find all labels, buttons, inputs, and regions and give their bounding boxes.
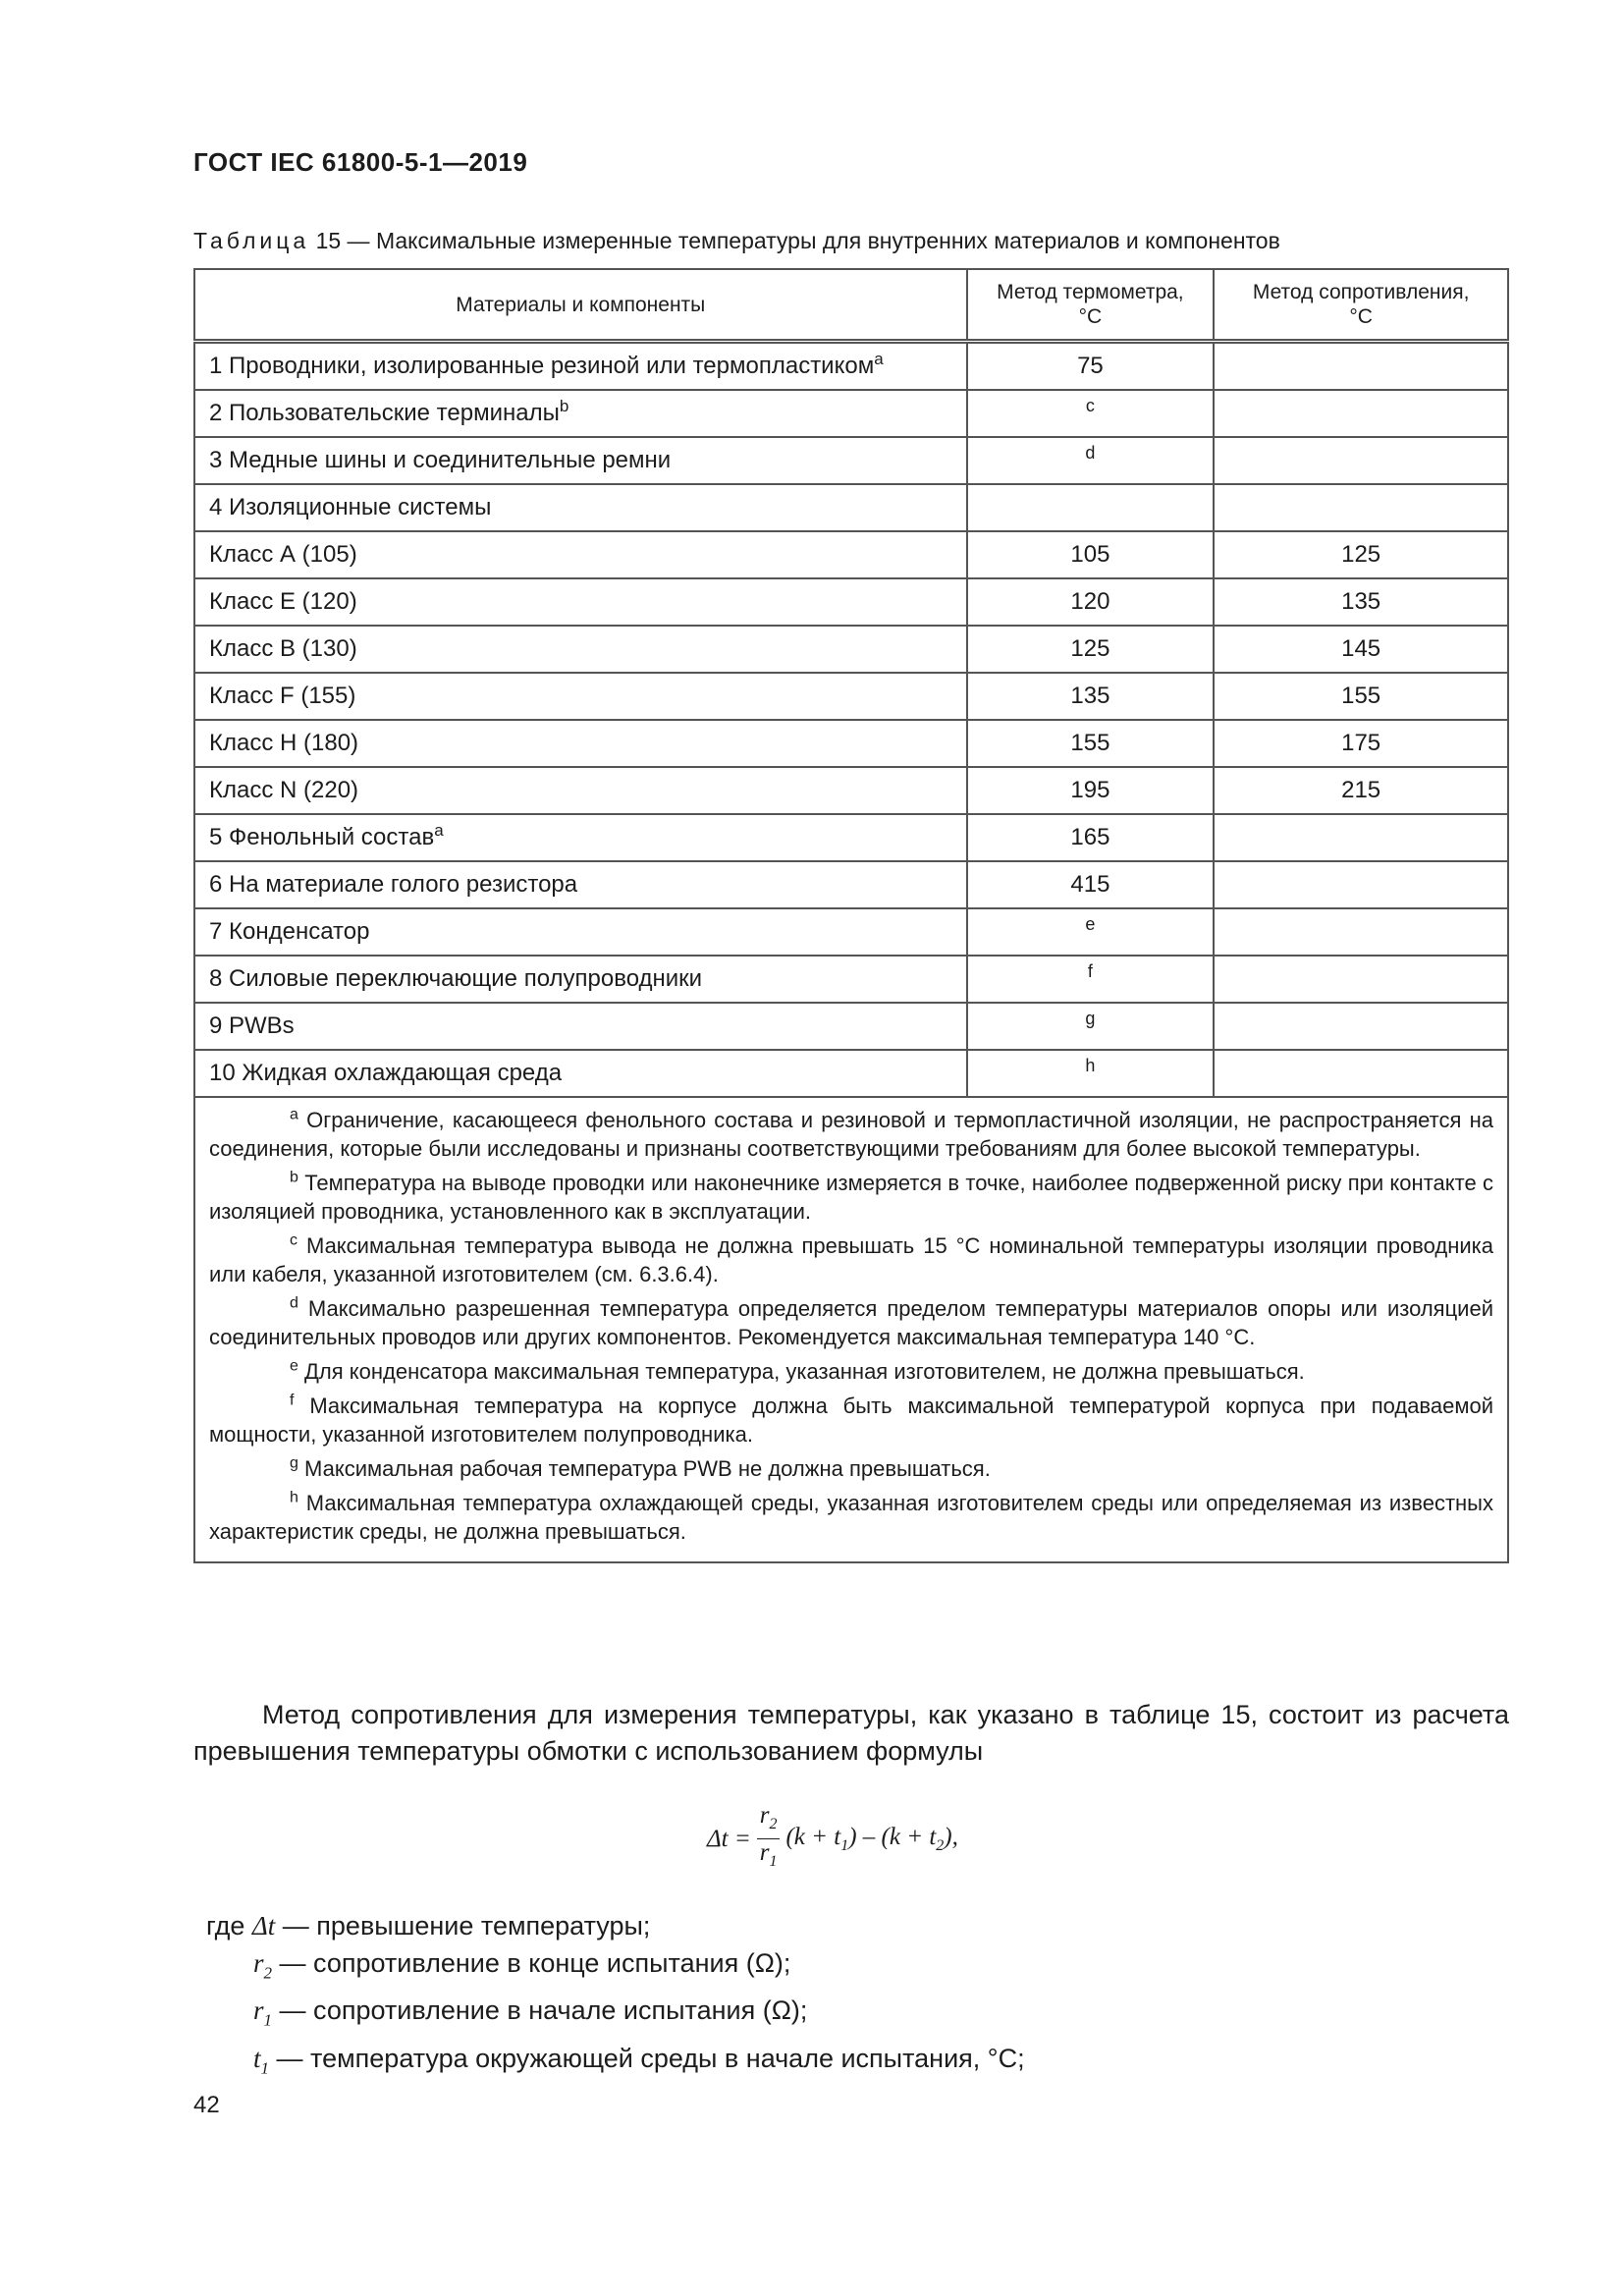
thermometer-value: e	[967, 908, 1215, 956]
table-row	[194, 720, 1508, 767]
footnote	[209, 1169, 1493, 1226]
footnote-mark: b	[290, 1169, 298, 1186]
body-paragraph: Метод сопротивления для измерения температуры, как указано в таблице 15, состоит из расчета превышения температуры обмотки с использованием формулы	[193, 1700, 1509, 1766]
table-caption-text: 15 — Максимальные измеренные температуры для внутренних материалов и компонентов	[315, 228, 1280, 253]
footnote	[209, 1489, 1493, 1546]
material-cell	[194, 390, 967, 437]
definition-row	[206, 1907, 1025, 1944]
header-resistance-method	[1214, 269, 1508, 342]
footnote-text: Максимальная температура охлаждающей среды, указанная изготовителем среды или определяемая из известных характеристик среды, не должна превышаться.	[209, 1491, 1493, 1544]
thermometer-value: h	[967, 1050, 1215, 1097]
temperature-table	[193, 268, 1509, 1563]
material-name: 6 На материале голого резистора	[209, 871, 578, 898]
resistance-value	[1214, 437, 1508, 484]
material-cell	[194, 956, 967, 1003]
resistance-value: 135	[1214, 578, 1508, 626]
material-cell	[194, 1003, 967, 1050]
thermometer-value: c	[967, 390, 1215, 437]
table-row	[194, 1050, 1508, 1097]
footnote-text: Максимально разрешенная температура определяется пределом температуры материалов опоры или изоляцией соединительных проводов или других компонентов. Рекомендуется максимальная температура 140 °С.	[209, 1296, 1493, 1349]
footnote-mark: c	[290, 1231, 298, 1249]
resistance-value	[1214, 861, 1508, 908]
resistance-value	[1214, 814, 1508, 861]
material-cell	[194, 484, 967, 531]
footnote	[209, 1392, 1493, 1449]
table-row	[194, 484, 1508, 531]
material-cell	[194, 767, 967, 814]
material-name: 2 Пользовательские терминалы	[209, 400, 560, 426]
table-caption-label: Таблица	[193, 228, 310, 253]
footnote-mark: e	[290, 1357, 298, 1375]
material-name: 5 Фенольный состав	[209, 824, 435, 850]
material-name: 3 Медные шины и соединительные ремни	[209, 447, 672, 473]
header-thermometer-unit: °С	[1078, 305, 1103, 328]
material-name: 10 Жидкая охлаждающая среда	[209, 1060, 563, 1086]
variable-description: — температура окружающей среды в начале испытания, °С;	[276, 2043, 1025, 2073]
footnote-mark: d	[290, 1294, 298, 1312]
footnote-text: Максимальная рабочая температура PWB не должна превышаться.	[304, 1456, 991, 1481]
material-cell	[194, 1050, 967, 1097]
footnote-mark: g	[290, 1454, 298, 1472]
footnote-text: Максимальная температура вывода не должна превышать 15 °С номинальной температуры изоляции проводника или кабеля, указанной изготовителем (см. 6.3.6.4).	[209, 1233, 1493, 1286]
material-cell	[194, 531, 967, 578]
variable-description: — сопротивление в начале испытания (Ω);	[279, 1995, 808, 2026]
material-name: Класс Н (180)	[209, 730, 359, 756]
header-resistance-line1: Метод сопротивления,	[1252, 281, 1470, 303]
resistance-value	[1214, 1050, 1508, 1097]
resistance-value: 145	[1214, 626, 1508, 673]
thermometer-value: f	[967, 956, 1215, 1003]
table-row	[194, 956, 1508, 1003]
material-cell	[194, 814, 967, 861]
material-name: 7 Конденсатор	[209, 918, 370, 945]
footnote-text: Максимальная температура на корпусе должна быть максимальной температурой корпуса при подаваемой мощности, указанной изготовителем полупроводника.	[209, 1394, 1493, 1447]
table-notes-row	[194, 1097, 1508, 1562]
material-name: 4 Изоляционные системы	[209, 494, 492, 520]
footnote	[209, 1454, 1493, 1483]
material-name: 9 PWBs	[209, 1012, 295, 1039]
material-cell	[194, 626, 967, 673]
material-cell	[194, 437, 967, 484]
thermometer-value: 120	[967, 578, 1215, 626]
thermometer-value: 105	[967, 531, 1215, 578]
material-cell	[194, 908, 967, 956]
table-header-row	[194, 269, 1508, 342]
footnote-mark: a	[290, 1106, 298, 1123]
variable-symbol: $r_2$	[253, 1948, 273, 1983]
footnote-mark: h	[290, 1489, 298, 1506]
variable-symbol: $t_1$	[253, 2043, 270, 2078]
material-name: Класс Е (120)	[209, 588, 357, 615]
thermometer-value: 415	[967, 861, 1215, 908]
variable-description: — сопротивление в конце испытания (Ω);	[279, 1948, 791, 1978]
thermometer-value: 125	[967, 626, 1215, 673]
table-row	[194, 861, 1508, 908]
thermometer-value: 195	[967, 767, 1215, 814]
material-name: Класс А (105)	[209, 541, 357, 568]
material-name: Класс В (130)	[209, 635, 357, 662]
resistance-value	[1214, 1003, 1508, 1050]
footnote-text: Для конденсатора максимальная температура, указанная изготовителем, не должна превышаться.	[304, 1359, 1305, 1384]
formula-lhs: Δt =	[707, 1825, 751, 1852]
variable-symbol: Δt	[251, 1911, 276, 1941]
thermometer-value	[967, 484, 1215, 531]
table-row	[194, 814, 1508, 861]
thermometer-value: 155	[967, 720, 1215, 767]
material-cell	[194, 578, 967, 626]
material-name: Класс F (155)	[209, 683, 356, 709]
table-row	[194, 531, 1508, 578]
resistance-value: 215	[1214, 767, 1508, 814]
formula-fraction	[757, 1802, 781, 1876]
table-row	[194, 767, 1508, 814]
thermometer-value: 75	[967, 342, 1215, 391]
material-name: Класс N (220)	[209, 777, 359, 803]
table-row	[194, 390, 1508, 437]
header-materials: Материалы и компоненты	[194, 269, 967, 342]
footnote	[209, 1357, 1493, 1386]
table-row	[194, 908, 1508, 956]
footnote-ref: b	[559, 397, 569, 415]
table-row	[194, 673, 1508, 720]
document-header: ГОСТ IEC 61800-5-1—2019	[193, 147, 528, 177]
definition-row	[206, 1992, 1025, 2039]
footnote	[209, 1106, 1493, 1163]
definition-row	[206, 1944, 1025, 1992]
thermometer-value: 135	[967, 673, 1215, 720]
table-row	[194, 437, 1508, 484]
resistance-value	[1214, 342, 1508, 391]
table-caption	[193, 228, 1280, 254]
resistance-value: 175	[1214, 720, 1508, 767]
table-row	[194, 578, 1508, 626]
resistance-value	[1214, 484, 1508, 531]
resistance-value	[1214, 956, 1508, 1003]
thermometer-value: g	[967, 1003, 1215, 1050]
resistance-value: 155	[1214, 673, 1508, 720]
variable-definitions	[206, 1907, 1025, 2087]
material-cell	[194, 673, 967, 720]
table-footnotes	[194, 1097, 1508, 1562]
footnote-text: Ограничение, касающееся фенольного состава и резиновой и термопластичной изоляции, не распространяется на соединения, которые были исследованы и признаны соответствующими требованиям для более высокой температуры.	[209, 1108, 1493, 1161]
formula-denominator: $r_1$	[759, 1839, 778, 1870]
header-resistance-unit: °С	[1349, 305, 1373, 328]
definition-row	[206, 2040, 1025, 2087]
table-row	[194, 1003, 1508, 1050]
material-cell	[194, 861, 967, 908]
formula-rhs: $(k + t_1) - (k + t_2)$,	[785, 1823, 958, 1854]
header-thermometer-method	[967, 269, 1215, 342]
where-prefix: где	[206, 1911, 245, 1941]
footnote-mark: f	[290, 1392, 295, 1409]
footnote-text: Температура на выводе проводки или наконечнике измеряется в точке, наиболее подверженной риску при контакте с изоляцией проводника, установленного как в эксплуатации.	[209, 1171, 1493, 1224]
material-cell	[194, 342, 967, 391]
footnote-ref: a	[434, 821, 444, 840]
footnote-ref: a	[874, 350, 884, 368]
variable-description: — превышение температуры;	[282, 1911, 651, 1941]
formula-numerator: $r_2$	[757, 1802, 781, 1839]
resistance-value	[1214, 908, 1508, 956]
material-cell	[194, 720, 967, 767]
footnote	[209, 1231, 1493, 1288]
header-thermometer-line1: Метод термометра,	[997, 281, 1184, 303]
table-row	[194, 342, 1508, 391]
material-name: 1 Проводники, изолированные резиной или термопластиком	[209, 353, 875, 379]
resistance-value	[1214, 390, 1508, 437]
page-number: 42	[193, 2092, 220, 2118]
material-name: 8 Силовые переключающие полупроводники	[209, 965, 703, 992]
thermometer-value: 165	[967, 814, 1215, 861]
formula	[707, 1802, 958, 1876]
thermometer-value: d	[967, 437, 1215, 484]
footnote	[209, 1294, 1493, 1351]
table-row	[194, 626, 1508, 673]
resistance-value: 125	[1214, 531, 1508, 578]
variable-symbol: $r_1$	[253, 1995, 273, 2030]
